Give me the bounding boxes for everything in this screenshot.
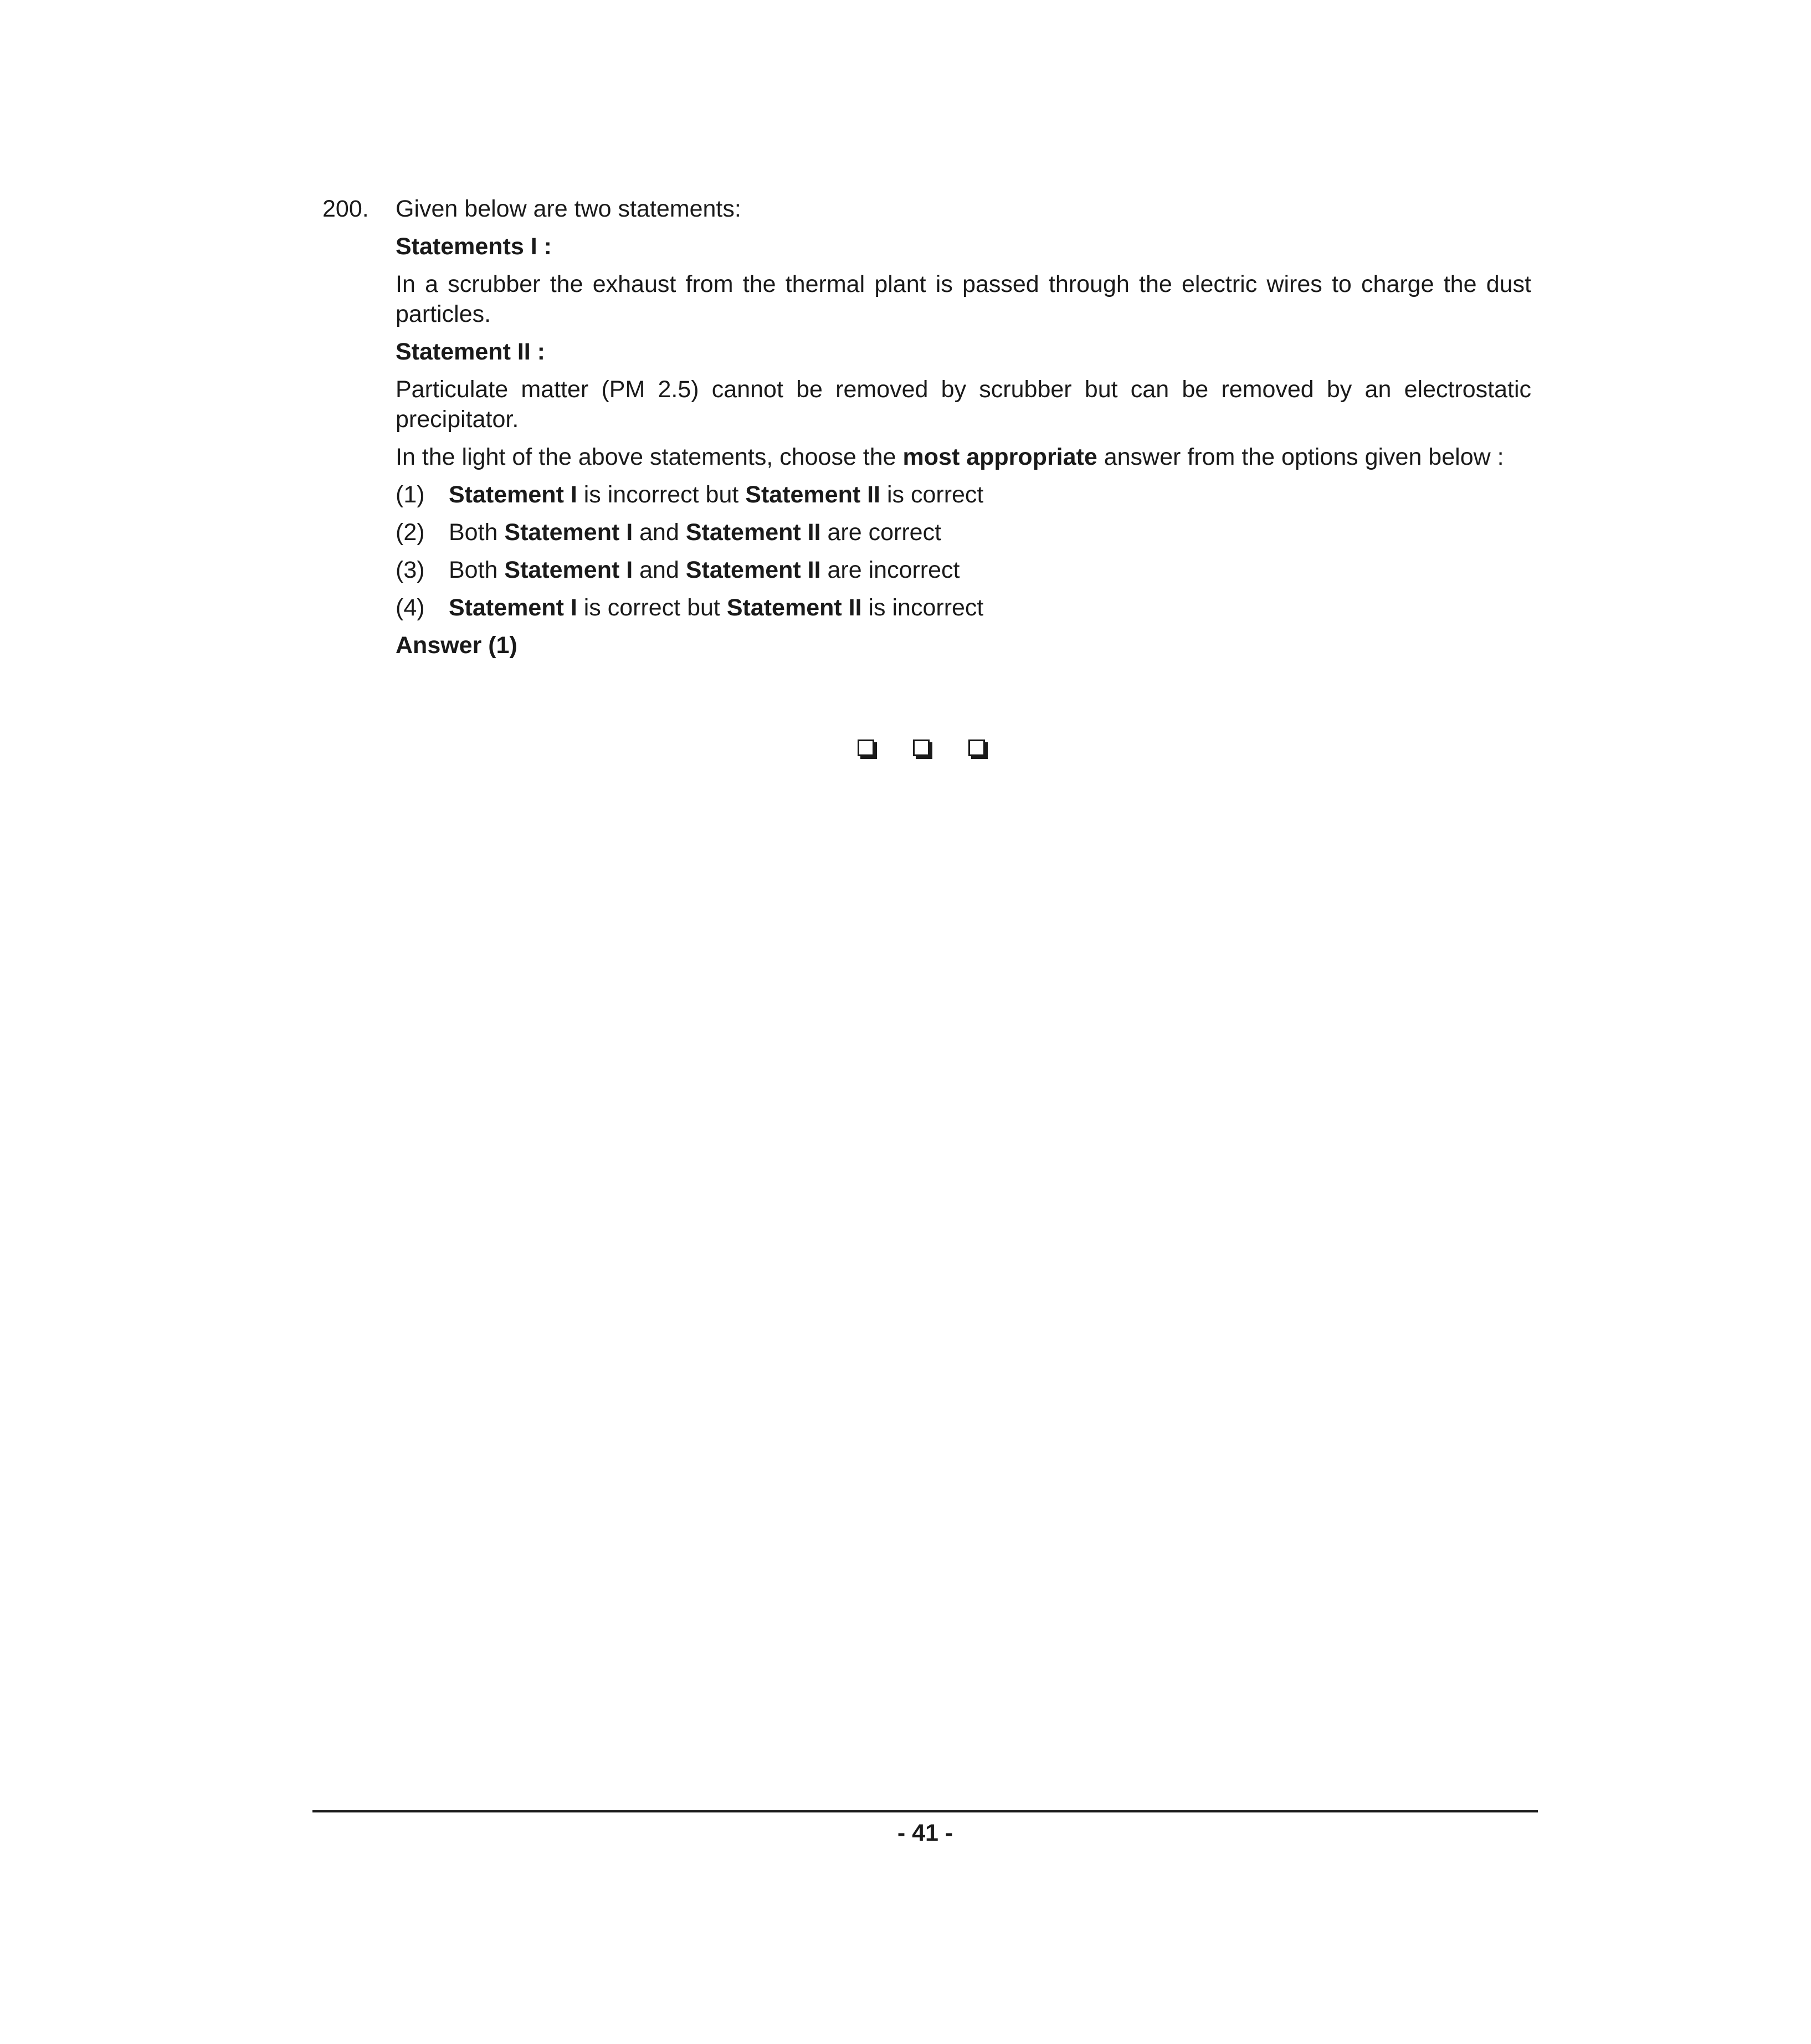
shadowed-box-icon — [858, 739, 874, 756]
option-text-bold: Statement II — [726, 594, 862, 621]
option-text-part: are correct — [820, 519, 942, 546]
option-text-part: is incorrect but — [577, 481, 746, 508]
instruction — [396, 442, 1531, 472]
option-text — [449, 555, 960, 585]
shadowed-box-icon — [913, 739, 930, 756]
question-number: 200. — [322, 196, 369, 222]
option-text-part: and — [633, 557, 686, 583]
option-text-bold: Statement I — [504, 557, 633, 583]
option-3 — [396, 555, 1531, 585]
option-number: (4) — [396, 594, 425, 621]
option-text-part: is correct but — [577, 594, 727, 621]
option-text — [449, 480, 983, 510]
option-text — [449, 593, 983, 623]
option-text-part: is correct — [880, 481, 984, 508]
end-of-section-marks — [858, 739, 991, 762]
question-body — [396, 194, 1531, 668]
option-text-bold: Statement II — [685, 557, 821, 583]
option-text-bold: Statement II — [685, 519, 821, 546]
statement-2-label: Statement II : — [396, 338, 545, 365]
option-text-part: is incorrect — [861, 594, 984, 621]
option-1 — [396, 480, 1531, 510]
option-text-part: and — [633, 519, 686, 546]
statement-1-text: In a scrubber the exhaust from the thermal plant is passed through the electric wires to charge the dust particles. — [396, 271, 1531, 327]
option-text — [449, 517, 941, 547]
option-4 — [396, 593, 1531, 623]
instruction-emphasis: most appropriate — [902, 444, 1097, 470]
option-text-part: Both — [449, 519, 505, 546]
option-2 — [396, 517, 1531, 547]
option-text-part: are incorrect — [820, 557, 960, 583]
option-text-bold: Statement I — [449, 481, 577, 508]
statement-1-label: Statements I : — [396, 233, 552, 260]
question-intro: Given below are two statements: — [396, 196, 741, 222]
option-text-bold: Statement I — [449, 594, 577, 621]
option-text-part: Both — [449, 557, 505, 583]
instruction-after: answer from the options given below : — [1097, 444, 1504, 470]
option-number: (3) — [396, 557, 425, 583]
footer-rule — [312, 1810, 1538, 1812]
instruction-before: In the light of the above statements, choose the — [396, 444, 903, 470]
statement-2-text: Particulate matter (PM 2.5) cannot be removed by scrubber but can be removed by an electrostatic precipitator. — [396, 376, 1531, 433]
option-text-bold: Statement I — [504, 519, 633, 546]
page-number: - 41 - — [897, 1820, 953, 1846]
shadowed-box-icon — [968, 739, 985, 756]
option-number: (1) — [396, 481, 425, 508]
option-number: (2) — [396, 519, 425, 546]
option-text-bold: Statement II — [745, 481, 881, 508]
answer: Answer (1) — [396, 632, 517, 659]
